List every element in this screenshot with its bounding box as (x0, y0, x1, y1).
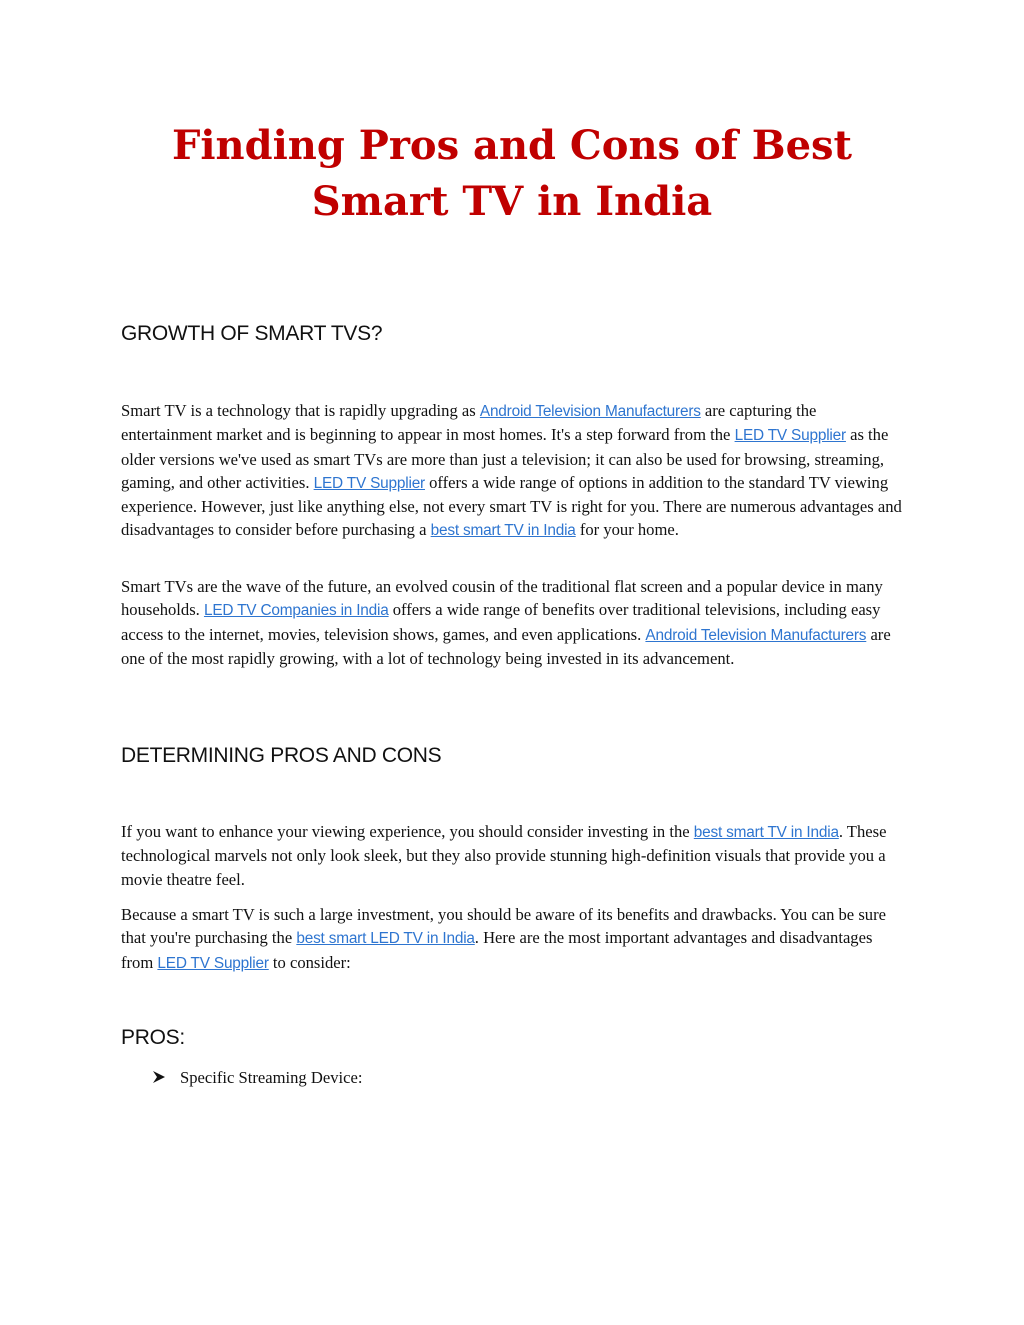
link-best-smart-tv-in-india[interactable]: best smart TV in India (693, 824, 839, 841)
link-led-tv-companies-in-india[interactable]: LED TV Companies in India (203, 602, 389, 620)
paragraph-determining-2 (121, 903, 906, 975)
text-run: Smart TVs are the wave of the future, an evolved cousin of the traditional flat screen and a popular device in many households. (121, 577, 883, 620)
paragraph-determining-1 (121, 820, 906, 891)
text-run: . Here are the most important advantages and disadvantages from (121, 928, 873, 972)
link-led-tv-supplier[interactable]: LED TV Supplier (313, 474, 425, 492)
paragraph-growth-1 (121, 399, 906, 543)
page-title: Finding Pros and Cons of Best Smart TV in India (171, 122, 853, 225)
text-run: to consider: (268, 952, 351, 972)
text-run: Smart TV is a technology that is rapidly upgrading as (121, 401, 480, 420)
text-run: are one of the most rapidly growing, with a lot of technology being invested in its advancement. (121, 624, 891, 668)
link-led-tv-supplier[interactable]: LED TV Supplier (734, 427, 846, 445)
section-heading-pros: PROS: (121, 1026, 185, 1049)
list-item-label: Specific Streaming Device: (180, 1067, 363, 1087)
link-android-television-manufacturers[interactable]: Android Television Manufacturers (479, 403, 701, 420)
text-run: . These technological marvels not only look sleek, but they also provide stunning high-definition visuals that provide you a movie theatre feel. (121, 822, 887, 889)
text-run: offers a wide range of benefits over traditional televisions, including easy access to the internet, movies, television shows, games, and even applications. (121, 600, 881, 644)
text-run: offers a wide range of options in addition to the standard TV viewing experience. However, just like anything else, not every smart TV is right for you. There are numerous advantages and disadvantages to consider before purchasing a (121, 472, 902, 540)
section-heading-growth: GROWTH OF SMART TVS? (121, 322, 383, 345)
link-android-television-manufacturers[interactable]: Android Television Manufacturers (645, 626, 867, 644)
link-best-smart-led-tv-in-india[interactable]: best smart LED TV in India (296, 930, 475, 948)
section-heading-determining: DETERMINING PROS AND CONS (121, 744, 442, 767)
text-run: are capturing the entertainment market and is beginning to appear in most homes. It's a step forward from the (121, 401, 817, 445)
text-run: If you want to enhance your viewing experience, you should consider investing in the (121, 822, 694, 841)
arrow-bullet-icon (152, 1065, 180, 1089)
text-run: for your home. (575, 520, 679, 540)
list-item (152, 1065, 362, 1089)
link-best-smart-tv-in-india[interactable]: best smart TV in India (430, 522, 576, 540)
link-led-tv-supplier[interactable]: LED TV Supplier (157, 954, 269, 972)
text-run: Because a smart TV is such a large investment, you should be aware of its benefits and drawbacks. You can be sure that you're purchasing the (121, 905, 886, 948)
paragraph-growth-2 (121, 575, 906, 670)
text-run: as the older versions we've used as smart TVs are more than just a television; it can also be used for browsing, streaming, gaming, and other activities. (121, 425, 889, 492)
